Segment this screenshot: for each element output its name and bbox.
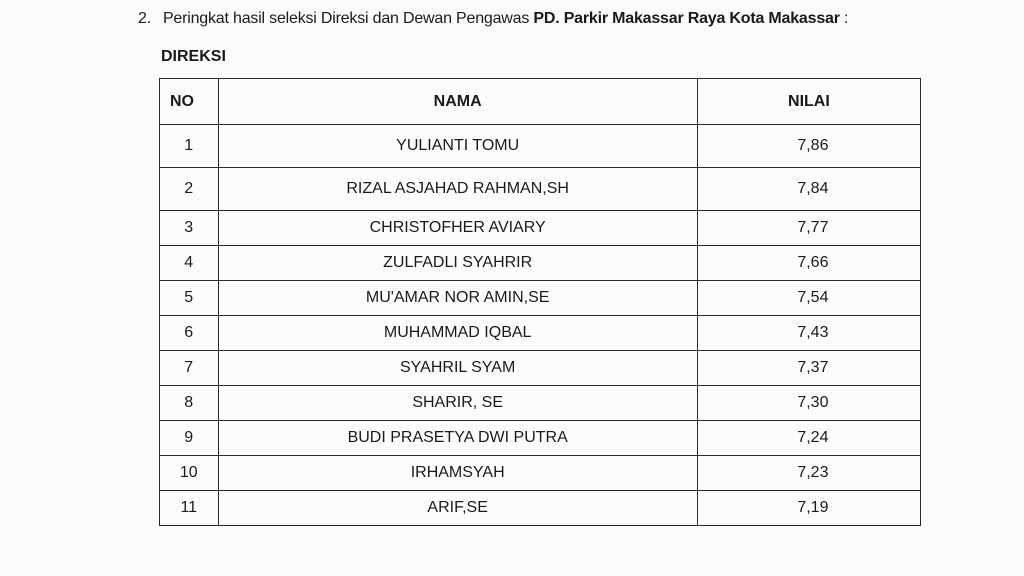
cell-nilai: 7,30	[697, 386, 920, 421]
cell-no: 4	[160, 246, 219, 281]
cell-no: 2	[160, 168, 219, 211]
table-row	[160, 351, 921, 386]
table-row	[160, 316, 921, 351]
cell-no: 8	[160, 386, 219, 421]
table-row	[160, 421, 921, 456]
table-row	[160, 281, 921, 316]
table-row	[160, 491, 921, 526]
header-nama: NAMA	[218, 79, 697, 125]
cell-nama: ZULFADLI SYAHRIR	[218, 246, 697, 281]
table-row	[160, 125, 921, 168]
cell-nama: BUDI PRASETYA DWI PUTRA	[218, 421, 697, 456]
table-row	[160, 211, 921, 246]
table-body	[160, 125, 921, 526]
table-row	[160, 246, 921, 281]
heading-organization: PD. Parkir Makassar Raya Kota Makassar	[533, 10, 840, 27]
table-row	[160, 168, 921, 211]
cell-nilai: 7,66	[697, 246, 920, 281]
list-number: 2.	[138, 10, 151, 27]
header-nilai: NILAI	[697, 79, 920, 125]
cell-nilai: 7,23	[697, 456, 920, 491]
cell-nilai: 7,43	[697, 316, 920, 351]
cell-nilai: 7,86	[697, 125, 920, 168]
list-heading	[138, 10, 848, 28]
cell-nilai: 7,19	[697, 491, 920, 526]
cell-nilai: 7,77	[697, 211, 920, 246]
cell-nama: ARIF,SE	[218, 491, 697, 526]
heading-suffix: :	[839, 10, 849, 27]
cell-nama: RIZAL ASJAHAD RAHMAN,SH	[218, 168, 697, 211]
cell-nama: MU'AMAR NOR AMIN,SE	[218, 281, 697, 316]
cell-nilai: 7,37	[697, 351, 920, 386]
cell-no: 7	[160, 351, 219, 386]
cell-nilai: 7,84	[697, 168, 920, 211]
cell-no: 9	[160, 421, 219, 456]
header-no: NO	[160, 79, 219, 125]
results-table	[159, 78, 921, 526]
cell-no: 6	[160, 316, 219, 351]
cell-nama: SYAHRIL SYAM	[218, 351, 697, 386]
cell-nama: CHRISTOFHER AVIARY	[218, 211, 697, 246]
cell-no: 3	[160, 211, 219, 246]
cell-no: 1	[160, 125, 219, 168]
section-title: DIREKSI	[161, 48, 226, 65]
cell-nilai: 7,54	[697, 281, 920, 316]
cell-no: 10	[160, 456, 219, 491]
table-header-row	[160, 79, 921, 125]
cell-no: 5	[160, 281, 219, 316]
heading-text: Peringkat hasil seleksi Direksi dan Dewan Pengawas	[162, 10, 534, 27]
table-row	[160, 456, 921, 491]
cell-nama: MUHAMMAD IQBAL	[218, 316, 697, 351]
table-row	[160, 386, 921, 421]
cell-nama: SHARIR, SE	[218, 386, 697, 421]
cell-nama: IRHAMSYAH	[218, 456, 697, 491]
cell-no: 11	[160, 491, 219, 526]
cell-nilai: 7,24	[697, 421, 920, 456]
cell-nama: YULIANTI TOMU	[218, 125, 697, 168]
